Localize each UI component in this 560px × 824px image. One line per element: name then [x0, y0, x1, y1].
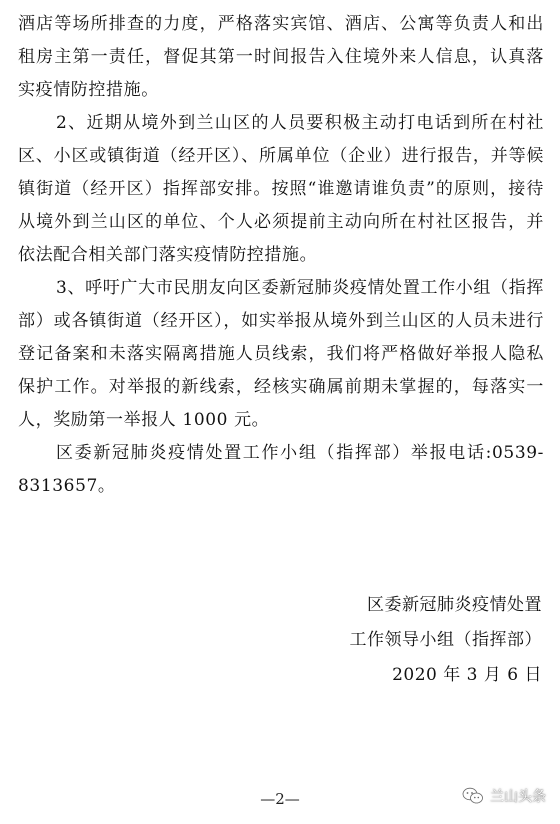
paragraph-hotline: 区委新冠肺炎疫情处置工作小组（指挥部）举报电话:0539-8313657。: [18, 443, 544, 496]
signature-date: 2020 年 3 月 6 日: [392, 665, 542, 685]
watermark: [462, 786, 546, 806]
wechat-icon: [462, 787, 484, 805]
paragraph-continued: 酒店等场所排查的力度，严格落实宾馆、酒店、公寓等负责人和出租房主第一责任，督促其第一时间报告入住境外来人信息，认真落实疫情防控措施。: [18, 14, 544, 100]
page-number: —2—: [260, 790, 300, 808]
signature-org-line-1: 区委新冠肺炎疫情处置: [367, 595, 542, 615]
paragraph-item-2: 2、近期从境外到兰山区的人员要积极主动打电话到所在村社区、小区或镇街道（经开区）、所属单位（企业）进行报告，并等候镇街道（经开区）指挥部安排。按照“谁邀请谁负责”的原则，接待从境外到兰山区的单位、个人必须提前主动向所在村社区报告，并依法配合相关部门落实疫情防控措施。: [18, 113, 544, 265]
signature-block: [350, 588, 543, 693]
document-body: [18, 8, 544, 503]
paragraph-item-3: 3、呼吁广大市民朋友向区委新冠肺炎疫情处置工作小组（指挥部）或各镇街道（经开区），如实举报从境外到兰山区的人员未进行登记备案和未落实隔离措施人员线索，我们将严格做好举报人隐私保护工作。对举报的新线索，经核实确属前期未掌握的，每落实一人，奖励第一举报人 1000 元。: [18, 278, 544, 430]
signature-org-line-2: 工作领导小组（指挥部）: [349, 630, 542, 650]
watermark-label: 兰山头条: [490, 789, 546, 805]
